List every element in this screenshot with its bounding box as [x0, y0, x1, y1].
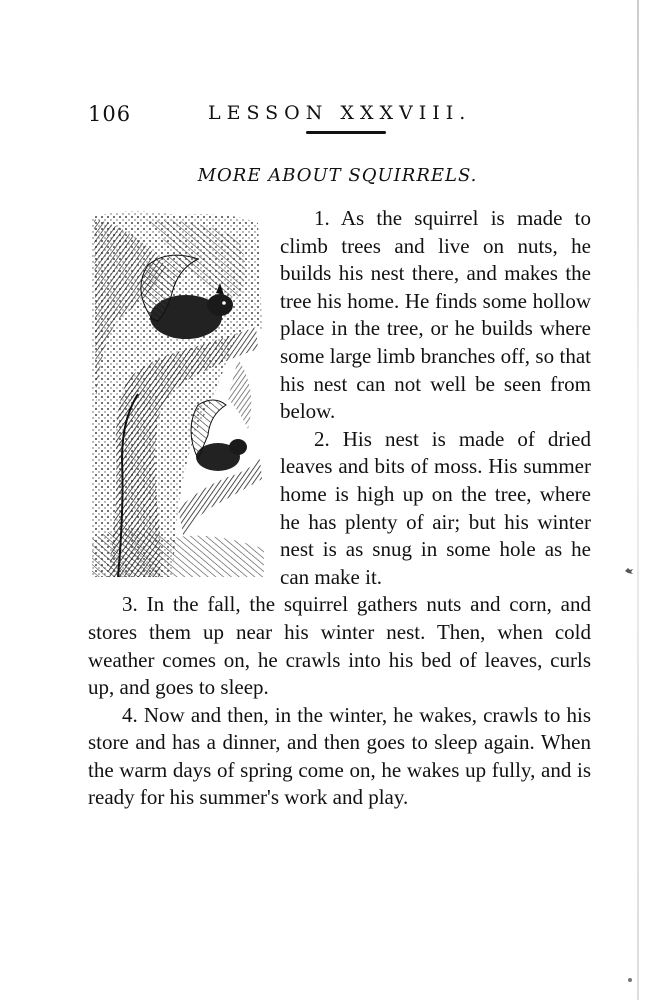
ink-speck — [624, 560, 634, 568]
header-rule — [306, 131, 386, 134]
page-number: 106 — [88, 102, 132, 126]
running-head: LESSON XXXVIII. — [208, 102, 472, 124]
squirrel-illustration — [88, 209, 266, 579]
page-edge — [637, 0, 639, 1000]
paragraph-2: 2. His nest is made of dried leaves and bits of moss. His summer home is high up on the tree, where he has plenty of air; but his winter nest is as snug in some hole as he can make it. — [280, 426, 591, 589]
paragraph-1: 1. As the squirrel is made to climb trees and live on nuts, he builds his nest there, and makes the tree his home. He finds some hollow place in the tree, or he builds where some large limb branches off, so that his nest can not well be seen from below. — [280, 206, 591, 424]
lesson-body — [88, 205, 591, 812]
lesson-title: MORE ABOUT SQUIRRELS. — [197, 165, 478, 186]
ink-speck — [628, 978, 632, 982]
paragraph-4: 4. Now and then, in the winter, he wakes, crawls to his store and has a dinner, and then goes to sleep again. When the warm days of spring come on, he wakes up fully, and is ready for his summer's work and play. — [88, 702, 591, 810]
squirrels-in-tree-engraving-icon — [88, 209, 266, 579]
paragraph-3: 3. In the fall, the squirrel gathers nuts and corn, and stores them up near his winter nest. Then, when cold weather comes on, he crawls into his bed of leaves, curls up, and goes to sleep. — [88, 592, 591, 700]
